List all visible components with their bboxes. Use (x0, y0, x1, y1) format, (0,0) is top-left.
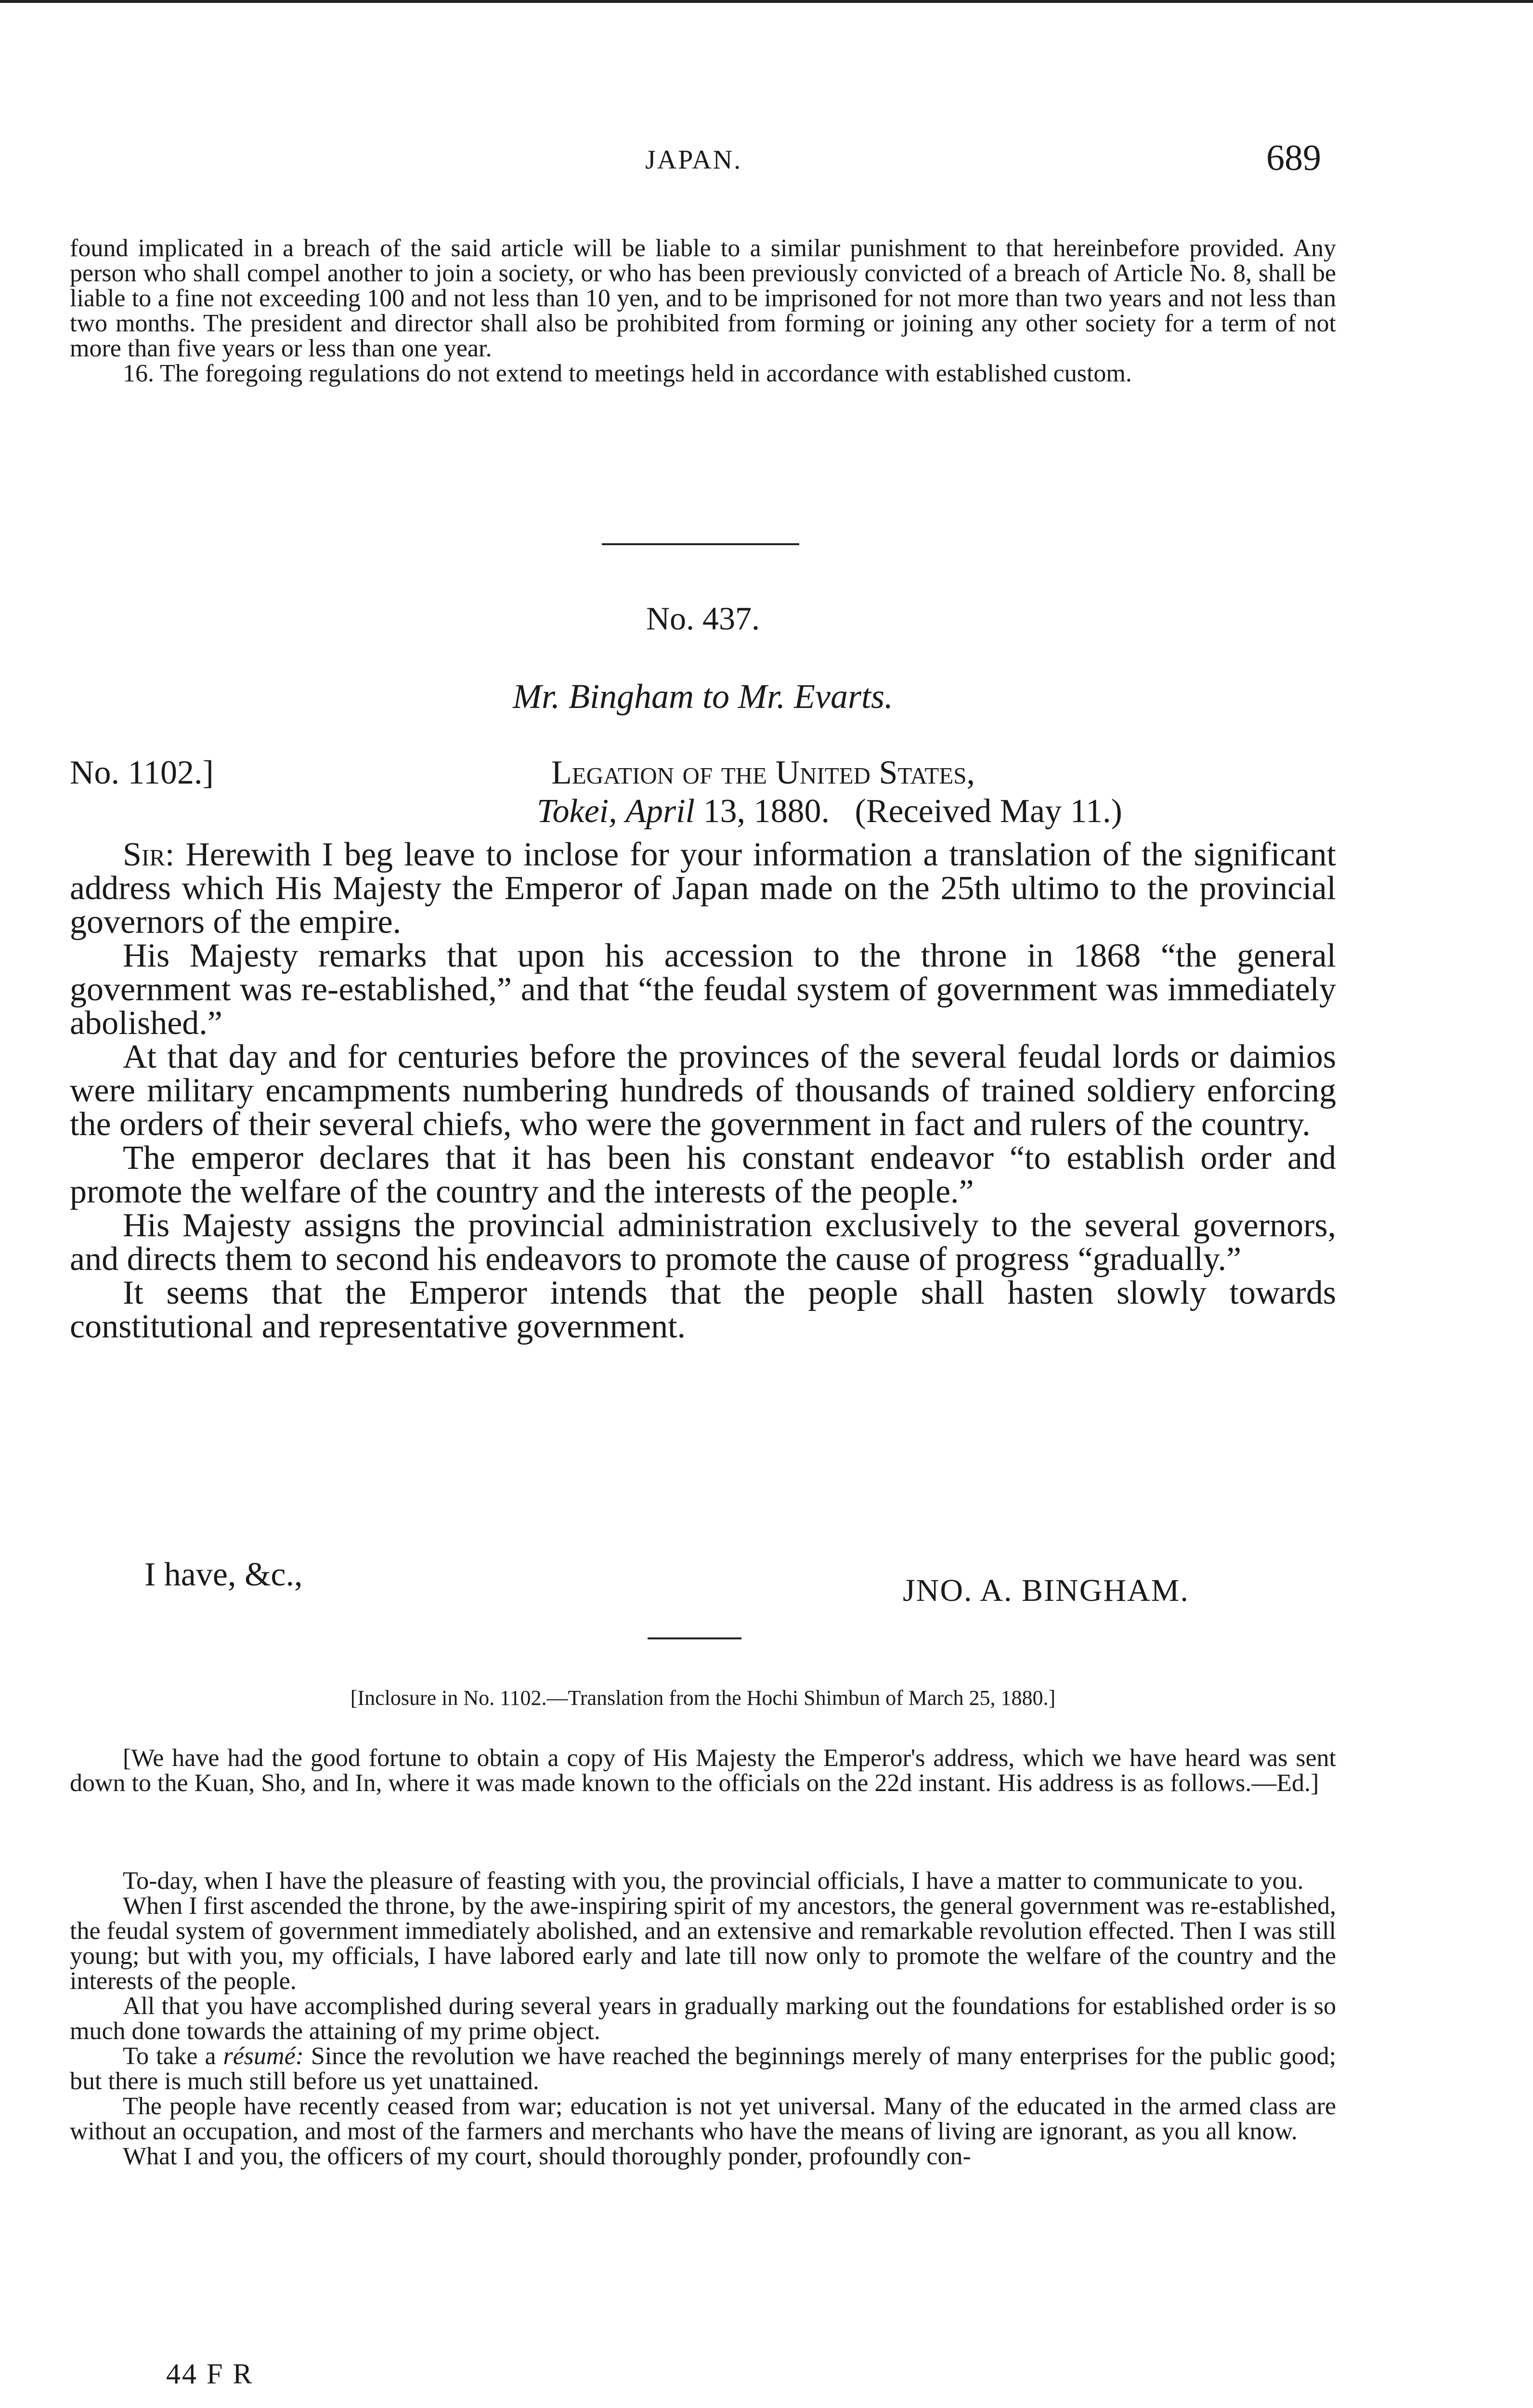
letter-paragraph-text: Herewith I beg leave to inclose for your information a translation of the significant address which His Majesty the Emperor of Japan made on the 25th ultimo to the provincial governors of the empire. (70, 836, 1336, 941)
short-divider (648, 1637, 741, 1639)
place-date-line (537, 792, 1122, 831)
address-paragraph: What I and you, the officers of my court, should thoroughly ponder, profoundly con- (123, 2143, 971, 2170)
address-paragraph: To-day, when I have the pleasure of feasting with you, the provincial officials, I have a matter to communicate to you. (123, 1867, 1304, 1895)
resume-rest: Since the revolution we have reached the beginnings merely of many enterprises for the public good; but there is much still before us yet unattained. (70, 2042, 1337, 2095)
letter-paragraph: His Majesty remarks that upon his accession to the throne in 1868 “the general government was re-established,” and that “the feudal system of government was immediately abolished.” (70, 937, 1336, 1042)
address-paragraph: When I first ascended the throne, by the awe-inspiring spirit of my ancestors, the general government was re-established, the feudal system of government immediately abolished, and an extensive and remarkable revolution effected. Then I was still young; but with you, my officials, I have labored early and late till now only to promote the welfare of the country and the interests of the people. (70, 1892, 1336, 1995)
despatch-reference: No. 1102.] (70, 754, 214, 791)
signature-mark: 44 F R (166, 2358, 254, 2390)
signature: JNO. A. BINGHAM. (903, 1573, 1189, 1608)
salutation: Sir: (123, 836, 175, 873)
legation-heading: Legation of the United States, (551, 754, 975, 791)
letter-paragraph: The emperor declares that it has been his constant endeavor “to establish order and promote the welfare of the country and the interests of the people.” (70, 1139, 1336, 1210)
place: Tokei, (537, 793, 617, 830)
letter-paragraph: His Majesty assigns the provincial administration exclusively to the several governors, and directs them to second his endeavors to promote the cause of progress “gradually.” (70, 1207, 1336, 1278)
address-paragraph: All that you have accomplished during several years in gradually marking out the foundations for established order is so much done towards the attaining of my prime object. (70, 1992, 1336, 2045)
document-number: No. 437. (646, 600, 760, 637)
top-border-rule (0, 0, 1533, 3)
resume-word: résumé: (223, 2042, 304, 2070)
regulation-16: 16. The foregoing regulations do not extend to meetings held in accordance with established custom. (123, 360, 1132, 387)
received-note: (Received May 11.) (855, 793, 1122, 830)
editor-note-block (70, 1746, 1336, 1796)
letter-body (70, 838, 1336, 1344)
letter-paragraph: It seems that the Emperor intends that the people shall hasten slowly towards constitutional and representative government. (70, 1274, 1336, 1345)
correspondents-line: Mr. Bingham to Mr. Evarts. (513, 677, 893, 716)
letter-paragraph: At that day and for centuries before the provinces of the several feudal lords or daimios were military encampments numbering hundreds of thousands of trained soldiery enforcing the orders of their several chiefs, who were the government in fact and rulers of the country. (70, 1038, 1336, 1143)
page-number: 689 (1266, 138, 1321, 178)
continued-paragraph: found implicated in a breach of the said article will be liable to a similar punishment to that hereinbefore provided. Any person who shall compel another to join a society, or who has been previously convicted of a breach of Article No. 8, shall be liable to a fine not exceeding 100 and not less than 10 yen, and to be imprisoned for not more than two years and not less than two months. The president and director shall also be prohibited from forming or joining any other society for a term of not more than five years or less than one year. (70, 235, 1336, 362)
running-head: JAPAN. (645, 145, 742, 175)
address-block (70, 1869, 1336, 2169)
date-rest: 13, 1880. (703, 793, 830, 830)
address-paragraph (70, 2044, 1336, 2094)
top-text-block (70, 236, 1336, 386)
letter-paragraph (70, 838, 1336, 939)
section-divider (602, 543, 799, 545)
inclosure-heading: [Inclosure in No. 1102.—Translation from the Hochi Shimbun of March 25, 1880.] (350, 1686, 1056, 1710)
address-paragraph: The people have recently ceased from war; education is not yet universal. Many of the educated in the armed class are without an occupation, and most of the farmers and merchants who have the means of living are ignorant, as you all know. (70, 2093, 1336, 2145)
closing-line: I have, &c., (144, 1556, 303, 1593)
resume-lead: To take a (123, 2042, 216, 2070)
editor-note: [We have had the good fortune to obtain a copy of His Majesty the Emperor's address, which we have heard was sent down to the Kuan, Sho, and In, where it was made known to the officials on the 22d instant. His address is as follows.—Ed.] (70, 1744, 1336, 1797)
date-month: April (625, 793, 695, 830)
